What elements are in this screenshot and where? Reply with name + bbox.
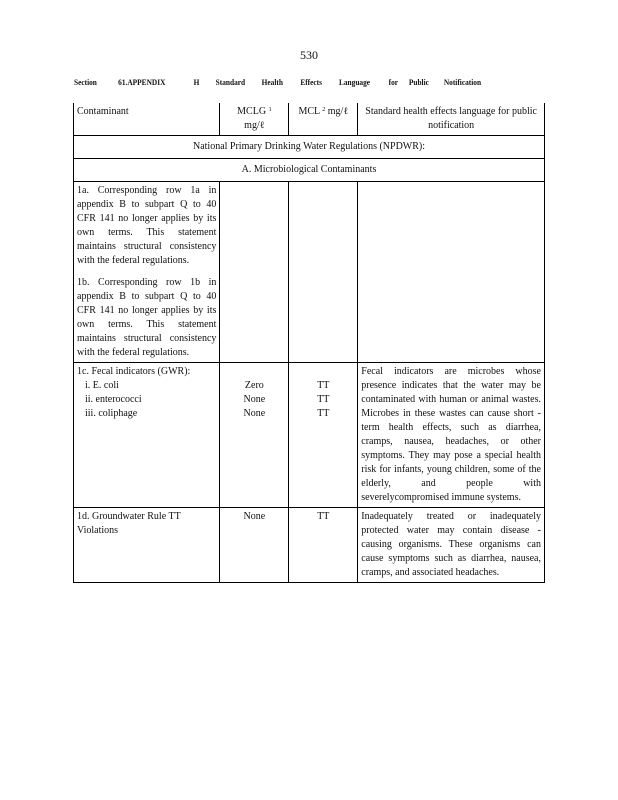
page-number: 530 xyxy=(300,48,318,62)
table-row xyxy=(74,182,545,363)
list-item: iii. coliphage xyxy=(85,408,138,419)
header-contaminant: Contaminant xyxy=(74,103,220,136)
row-1a-text: 1a. Corresponding row 1a in appendix B to subpart Q to 40 CFR 141 no longer applies by its own terms. This statement maintains structural consistency with the federal regulations. xyxy=(77,185,217,266)
table-row xyxy=(74,363,545,508)
row-1d-mcl: TT xyxy=(289,508,358,583)
list-item: ii. enterococci xyxy=(85,394,142,405)
row-1d-mclg: None xyxy=(220,508,289,583)
npdwr-title: National Primary Drinking Water Regulations (NPDWR): xyxy=(74,136,545,159)
row-1d-language: Inadequately treated or inadequately protected water may contain disease -causing organisms. These organisms can cause symptoms such as diarrhea, nausea, cramps, and associated headaches. xyxy=(358,508,545,583)
health-effects-table xyxy=(73,103,545,583)
list-item: i. E. coli xyxy=(85,380,119,391)
category-a-title: A. Microbiological Contaminants xyxy=(74,159,545,182)
category-row xyxy=(74,159,545,182)
row-1c-contaminant: 1c. Fecal indicators (GWR): i. E. coli ii. enterococci iii. coliphage xyxy=(74,363,220,508)
row-1a-mclg xyxy=(220,182,289,363)
header-word: for xyxy=(388,78,399,87)
row-1b-text: 1b. Corresponding row 1b in appendix B to subpart Q to 40 CFR 141 no longer applies by its own terms. This statement maintains structural consistency with the federal regulations. xyxy=(77,277,217,358)
section-label: Section xyxy=(74,78,97,87)
header-mclg: MCLG $^1$ mg/ℓ xyxy=(220,103,289,136)
header-word: Public xyxy=(408,78,429,87)
header-mcl: MCL $^2$ mg/ℓ xyxy=(289,103,358,136)
row-1d-contaminant: 1d. Groundwater Rule TT Violations xyxy=(74,508,220,583)
table-row xyxy=(74,508,545,583)
row-1a-language xyxy=(358,182,545,363)
row-1c-mcl: TT TT TT xyxy=(289,363,358,508)
header-word: Notification xyxy=(443,78,482,87)
section-header xyxy=(74,78,506,87)
row-1c-mclg: Zero None None xyxy=(220,363,289,508)
appendix-letter: H xyxy=(193,78,200,87)
header-word: Language xyxy=(338,78,371,87)
row-1a-1b-contaminant xyxy=(74,182,220,363)
header-word: Standard xyxy=(215,78,246,87)
row-1c-language: Fecal indicators are microbes whose presence indicates that the water may be contaminated with human or animal wastes. Microbes in these wastes can cause short - term health effects, such as diarrhea, cramps, nausea, headaches, or other symptoms. They may pose a special health risk for infants, young children, some of the elderly, and people with severelycompromised immune systems. xyxy=(358,363,545,508)
header-language: Standard health effects language for public notification xyxy=(358,103,545,136)
header-word: Health xyxy=(261,78,283,87)
row-1a-mcl xyxy=(289,182,358,363)
header-word: Effects xyxy=(300,78,322,87)
npdwr-row xyxy=(74,136,545,159)
table-header-row xyxy=(74,103,545,136)
appendix-label: 61.APPENDIX xyxy=(118,78,166,87)
